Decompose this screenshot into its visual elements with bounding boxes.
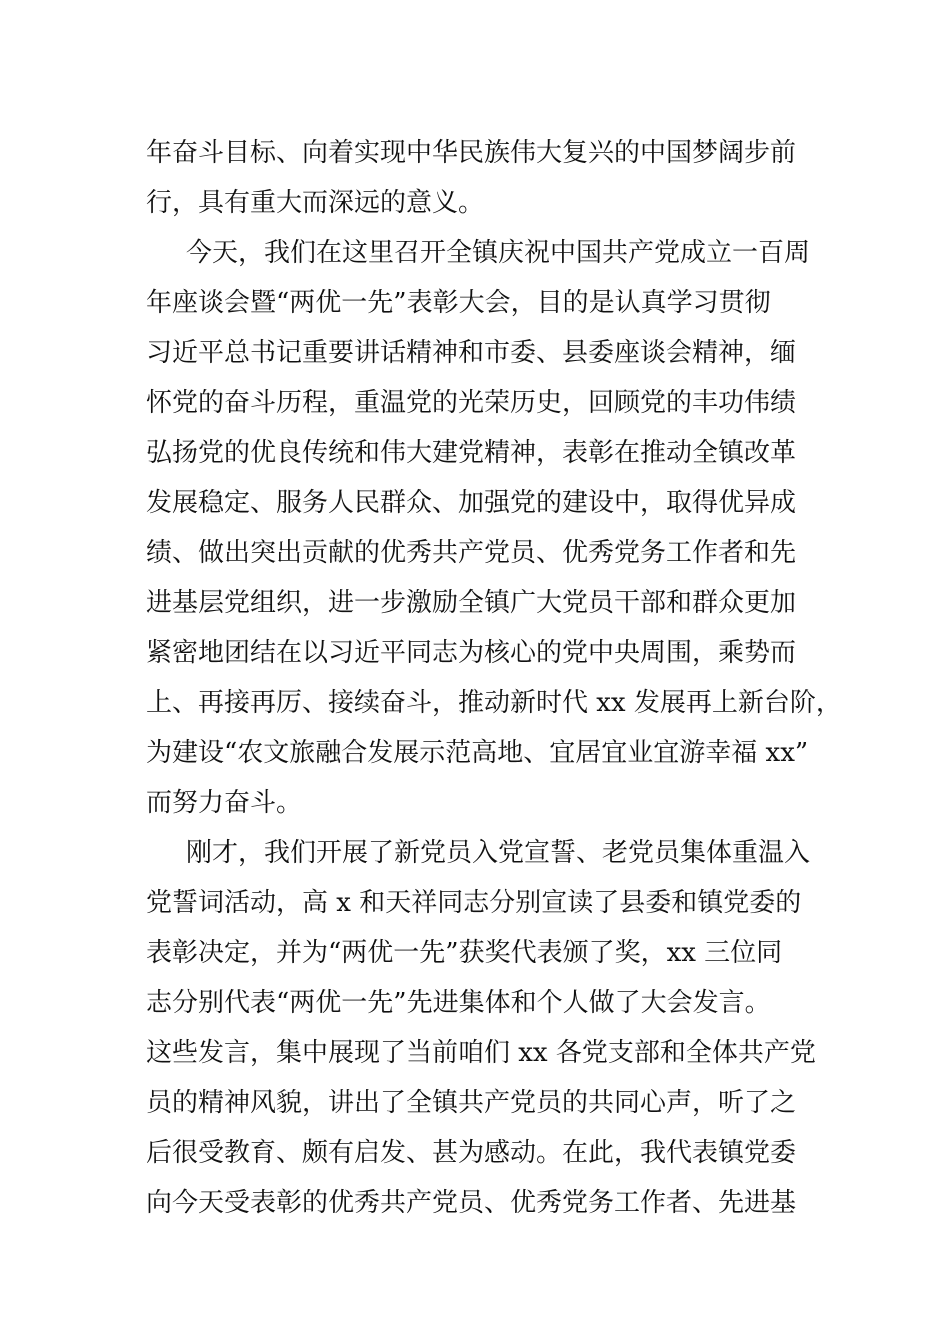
text-line-17: 表彰决定，并为“两优一先”获奖代表颁了奖，xx 三位同 — [146, 938, 783, 968]
text-line-7: 弘扬党的优良传统和伟大建党精神，表彰在推动全镇改革 — [146, 438, 797, 468]
text-line-19: 这些发言，集中展现了当前咱们 xx 各党支部和全体共产党 — [146, 1038, 816, 1068]
text-line-5: 习近平总书记重要讲话精神和市委、县委座谈会精神，缅 — [146, 338, 797, 368]
text-line-3: 今天，我们在这里召开全镇庆祝中国共产党成立一百周 — [186, 238, 811, 268]
text-line-20: 员的精神风貌，讲出了全镇共产党员的共同心声，听了之 — [146, 1088, 797, 1118]
text-line-13: 为建设“农文旅融合发展示范高地、宜居宜业宜游幸福 xx” — [146, 738, 809, 768]
text-line-9: 绩、做出突出贡献的优秀共产党员、优秀党务工作者和先 — [146, 538, 797, 568]
text-line-6: 怀党的奋斗历程，重温党的光荣历史，回顾党的丰功伟绩 — [146, 388, 797, 418]
text-line-8: 发展稳定、服务人民群众、加强党的建设中，取得优异成 — [146, 488, 797, 518]
text-line-21: 后很受教育、颇有启发、甚为感动。在此，我代表镇党委 — [146, 1138, 797, 1168]
text-line-15: 刚才，我们开展了新党员入党宣誓、老党员集体重温入 — [186, 838, 811, 868]
text-line-4: 年座谈会暨“两优一先”表彰大会，目的是认真学习贯彻 — [146, 288, 771, 318]
text-line-16: 党誓词活动，高 x 和天祥同志分别宣读了县委和镇党委的 — [146, 888, 802, 918]
text-line-1: 年奋斗目标、向着实现中华民族伟大复兴的中国梦阔步前 — [146, 138, 797, 168]
text-line-12: 上、再接再厉、接续奋斗，推动新时代 xx 发展再上新台阶， — [146, 688, 842, 718]
text-line-11: 紧密地团结在以习近平同志为核心的党中央周围，乘势而 — [146, 638, 797, 668]
text-line-18: 志分别代表“两优一先”先进集体和个人做了大会发言。 — [146, 988, 771, 1018]
text-line-10: 进基层党组织，进一步激励全镇广大党员干部和群众更加 — [146, 588, 797, 618]
text-line-22: 向今天受表彰的优秀共产党员、优秀党务工作者、先进基 — [146, 1188, 797, 1218]
text-line-2: 行，具有重大而深远的意义。 — [146, 188, 485, 218]
text-line-14: 而努力奋斗。 — [146, 788, 303, 818]
